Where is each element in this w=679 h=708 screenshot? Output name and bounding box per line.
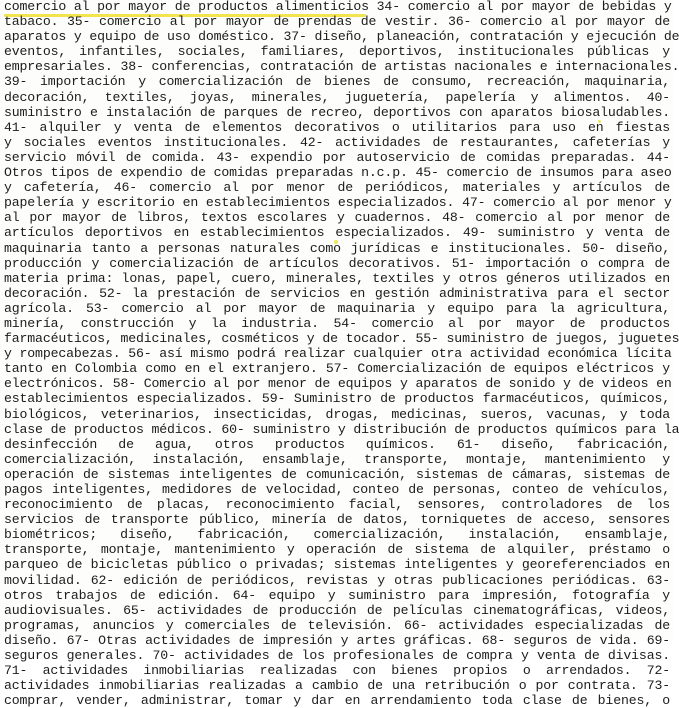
document-text-line: otros trabajos de edición. 64- equipo y suministro para impresión, fotografía y [4, 587, 670, 603]
document-text-line: biológicos, veterinarios, insecticidas, drogas, medicinas, sueros, vacunas, y toda [4, 406, 670, 422]
document-text-line: minería, construcción y la industria. 54- comercio al por mayor de productos [4, 315, 670, 331]
document-text-line: biométricos; diseño, fabricación, comercialización, instalación, ensamblaje, [4, 527, 670, 543]
document-text-line: establecimientos especializados. 59- Suministro de productos farmacéuticos, químicos, [4, 391, 670, 407]
document-text-line: suministro e instalación de parques de recreo, deportivos con aparatos biosaludables. [4, 104, 670, 120]
document-text-line: producción y comercialización de artículos decorativos. 51- importación o compra de [4, 255, 670, 271]
document-text-line: seguros generales. 70- actividades de los profesionales de compra y venta de divisas. [4, 648, 670, 664]
document-text-line: Otros tipos de expendio de comidas preparadas n.c.p. 45- comercio de insumos para aseo [4, 165, 672, 181]
document-text-line: comercialización, instalación, ensamblaje, transporte, montaje, mantenimiento y [4, 451, 670, 467]
document-text-line: servicio móvil de comida. 43- expendio por autoservicio de comidas preparadas. 44- [4, 149, 670, 165]
document-text-line: 39- importación y comercialización de bienes de consumo, recreación, maquinaria, [4, 74, 670, 90]
document-text-line: desinfección de agua, otros productos químicos. 61- diseño, fabricación, [4, 436, 670, 452]
document-text-line: decoración. 52- la prestación de servicios en gestión administrativa para el sector [4, 285, 670, 301]
document-text-line: eventos, infantiles, sociales, familiares, deportivos, institucionales públicas y [4, 44, 670, 60]
document-text-line: parqueo de bicicletas público o privadas; sistemas inteligentes y georeferenciados en [4, 557, 670, 573]
document-text-line: comercio al por mayor de productos alimenticios 34- comercio al por mayor de bebidas y [4, 0, 672, 14]
document-text-line: movilidad. 62- edición de periódicos, revistas y otras publicaciones periódicas. 63- [4, 572, 670, 588]
document-text-line: transporte, montaje, mantenimiento y operación de sistema de alquiler, préstamo o [4, 542, 670, 558]
document-text-line: papelería y escritorio en establecimientos especializados. 47- comercio al por menor y [4, 195, 672, 211]
document-text-line: diseño. 67- Otras actividades de impresión y artes gráficas. 68- seguros de vida. 69- [4, 632, 670, 648]
document-text-line: empresariales. 38- conferencias, contratación de artistas nacionales e internacionales. [4, 59, 679, 75]
document-text-line: servicios de transporte público, minería de datos, torniquetes de acceso, sensores [4, 512, 670, 528]
document-text-line: pagos inteligentes, medidores de velocidad, conteo de personas, conteo de vehículos, [4, 482, 670, 497]
document-text-line: tabaco. 35- comercio al por mayor de prendas de vestir. 36- comercio al por mayor de [4, 14, 670, 30]
document-text-line: operación de sistemas inteligentes de comunicación, sistemas de cámaras, sistemas de [4, 466, 670, 482]
document-text-line: aparatos y equipo de uso doméstico. 37- diseño, planeación, contratación y ejecución de [4, 29, 679, 45]
document-text-line: y sociales eventos institucionales. 42- actividades de restaurantes, cafeterías y [4, 134, 670, 150]
document-text-line: decoración, textiles, joyas, minerales, juguetería, papelería y alimentos. 40- [4, 89, 670, 105]
document-text-line: reconocimiento de placas, reconocimiento facial, sensores, controladores de los [4, 497, 670, 513]
document-text-line: actividades inmobiliarias realizadas a cambio de una retribución o por contrata. 73- [4, 678, 670, 694]
document-text-line: 41- alquiler y venta de elementos decorativos o utilitarios para uso en fiestas [4, 119, 670, 135]
document-text-line: 71- actividades inmobiliarias realizadas con bienes propios o arrendados. 72- [4, 663, 670, 679]
document-text-body [4, 0, 679, 708]
document-text-line: y cafetería, 46- comercio al por menor de periódicos, materiales y artículos de [4, 180, 670, 196]
document-text-line: programas, anuncios y comerciales de televisión. 66- actividades especializadas de [4, 617, 670, 633]
document-text-line: agrícola. 53- comercio al por mayor de maquinaria y equipo para la agricultura, [4, 300, 670, 316]
document-text-line: materia prima: lonas, papel, cuero, minerales, textiles y otros géneros utilizados en [4, 270, 670, 286]
document-text-line: al por mayor de libros, textos escolares y cuadernos. 48- comercio al por menor de [4, 210, 670, 226]
document-text-line: artículos deportivos en establecimientos especializados. 49- suministro y venta de [4, 225, 670, 241]
document-text-line: tanto en Colombia como en el extranjero. 57- Comercialización de equipos eléctricos y [4, 361, 670, 377]
document-text-line: clase de productos médicos. 60- suministro y distribución de productos químicos para la [4, 421, 679, 437]
document-text-line: y rompecabezas. 56- así mismo podrá realizar cualquier otra actividad económica lícita [4, 346, 672, 362]
document-text-line: farmacéuticos, medicinales, cosméticos y de tocador. 55- suministro de juegos, juguetes [4, 331, 679, 347]
document-text-line: comprar, vender, administrar, tomar y dar en arrendamiento toda clase de bienes, o [4, 693, 670, 708]
document-text-line: audiovisuales. 65- actividades de producción de películas cinematográficas, videos, [4, 602, 670, 618]
document-text-line: maquinaria tanto a personas naturales como jurídicas e institucionales. 50- diseño, [4, 240, 670, 256]
document-text-line: electrónicos. 58- Comercio al por menor de equipos y aparatos de sonido y de videos en [4, 376, 672, 392]
